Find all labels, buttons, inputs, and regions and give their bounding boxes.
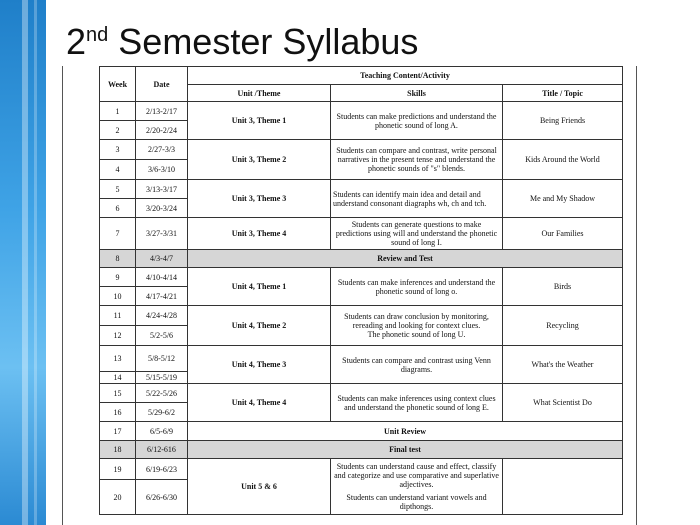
date-cell: 6/19-6/23 [136, 459, 188, 480]
unit-cell: Unit 3, Theme 1 [188, 102, 331, 140]
week-cell: 18 [100, 441, 136, 459]
week-cell: 11 [100, 306, 136, 326]
topic-cell: What Scientist Do [503, 384, 623, 422]
date-cell: 2/13-2/17 [136, 102, 188, 121]
table-row [100, 250, 623, 268]
week-cell: 4 [100, 160, 136, 180]
skills-line-1: Students can understand cause and effect, classify and categorize and use comparative and superlative adjectives. [334, 462, 499, 489]
date-cell: 3/27-3/31 [136, 218, 188, 250]
table-row [100, 268, 623, 287]
slide-title [66, 22, 418, 62]
unit-cell: Unit 3, Theme 2 [188, 140, 331, 180]
date-cell: 4/10-4/14 [136, 268, 188, 287]
topic-cell: Birds [503, 268, 623, 306]
date-cell: 5/2-5/6 [136, 326, 188, 346]
topic-cell [503, 459, 623, 515]
header-teaching-content: Teaching Content/Activity [188, 67, 623, 85]
final-test-cell: Final test [188, 441, 623, 459]
table-row [100, 346, 623, 372]
week-cell: 17 [100, 422, 136, 441]
date-cell: 5/29-6/2 [136, 403, 188, 422]
skills-cell: Students can make inferences and understand the phonetic sound of long o. [331, 268, 503, 306]
table-row [100, 180, 623, 199]
header-unit-theme: Unit /Theme [188, 85, 331, 102]
week-cell: 9 [100, 268, 136, 287]
skills-cell: Students can compare and contrast, write personal narratives in the present tense and understand the phonetic sounds of "s" blends. [331, 140, 503, 180]
skills-line-2: Students can understand variant vowels and dipthongs. [346, 493, 487, 511]
date-cell: 2/20-2/24 [136, 121, 188, 140]
skills-line-2: The phonetic sound of long U. [367, 330, 466, 339]
title-number: 2 [66, 21, 87, 62]
week-cell: 1 [100, 102, 136, 121]
skills-cell: Students can make predictions and understand the phonetic sound of long A. [331, 102, 503, 140]
date-cell: 2/27-3/3 [136, 140, 188, 160]
week-cell: 5 [100, 180, 136, 199]
week-cell: 15 [100, 384, 136, 403]
unit-cell: Unit 4, Theme 1 [188, 268, 331, 306]
date-cell: 4/3-4/7 [136, 250, 188, 268]
week-cell: 12 [100, 326, 136, 346]
skills-cell: Students can generate questions to make predictions using will and understand the phonetic sound of long I. [331, 218, 503, 250]
week-cell: 20 [100, 480, 136, 515]
skills-line-1: Students can draw conclusion by monitoring, rereading and looking for context clues. [344, 312, 489, 330]
table-row [100, 384, 623, 403]
topic-cell: Our Families [503, 218, 623, 250]
topic-cell: Kids Around the World [503, 140, 623, 180]
table-row [100, 218, 623, 250]
unit-cell: Unit 5 & 6 [188, 459, 331, 515]
title-ordinal-suffix: nd [86, 24, 109, 46]
skills-cell: Students can compare and contrast using Venn diagrams. [331, 346, 503, 384]
review-cell: Unit Review [188, 422, 623, 441]
table-row [100, 102, 623, 121]
week-cell: 8 [100, 250, 136, 268]
unit-cell: Unit 4, Theme 4 [188, 384, 331, 422]
week-cell: 6 [100, 199, 136, 218]
table-row [100, 306, 623, 326]
title-text: Semester Syllabus [108, 21, 419, 62]
skills-cell [331, 306, 503, 346]
header-week: Week [100, 67, 136, 102]
skills-cell: Students can identify main idea and detail and understand consonant diagraphs wh, ch and tch. [331, 180, 503, 218]
topic-cell: Recycling [503, 306, 623, 346]
date-cell: 6/12-616 [136, 441, 188, 459]
skills-cell: Students can make inferences using context clues and understand the phonetic sound of long E. [331, 384, 503, 422]
unit-cell: Unit 3, Theme 3 [188, 180, 331, 218]
date-cell: 5/15-5/19 [136, 372, 188, 384]
header-skills: Skills [331, 85, 503, 102]
date-cell: 3/6-3/10 [136, 160, 188, 180]
topic-cell: Being Friends [503, 102, 623, 140]
date-cell: 6/26-6/30 [136, 480, 188, 515]
header-title-topic: Title / Topic [503, 85, 623, 102]
week-cell: 19 [100, 459, 136, 480]
header-date: Date [136, 67, 188, 102]
unit-cell: Unit 4, Theme 3 [188, 346, 331, 384]
date-cell: 5/8-5/12 [136, 346, 188, 372]
unit-cell: Unit 3, Theme 4 [188, 218, 331, 250]
week-cell: 13 [100, 346, 136, 372]
date-cell: 5/22-5/26 [136, 384, 188, 403]
week-cell: 16 [100, 403, 136, 422]
page-margin-line-left [62, 66, 63, 525]
table-row [100, 459, 623, 480]
week-cell: 7 [100, 218, 136, 250]
week-cell: 14 [100, 372, 136, 384]
syllabus-table [99, 66, 623, 515]
review-cell: Review and Test [188, 250, 623, 268]
week-cell: 10 [100, 287, 136, 306]
date-cell: 6/5-6/9 [136, 422, 188, 441]
table-row [100, 441, 623, 459]
date-cell: 4/24-4/28 [136, 306, 188, 326]
topic-cell: What's the Weather [503, 346, 623, 384]
week-cell: 2 [100, 121, 136, 140]
date-cell: 3/20-3/24 [136, 199, 188, 218]
table-row [100, 140, 623, 160]
table-row [100, 422, 623, 441]
date-cell: 3/13-3/17 [136, 180, 188, 199]
unit-cell: Unit 4, Theme 2 [188, 306, 331, 346]
page-margin-line-right [636, 66, 637, 525]
date-cell: 4/17-4/21 [136, 287, 188, 306]
week-cell: 3 [100, 140, 136, 160]
slide-side-decoration [0, 0, 46, 525]
topic-cell: Me and My Shadow [503, 180, 623, 218]
skills-cell [331, 459, 503, 515]
